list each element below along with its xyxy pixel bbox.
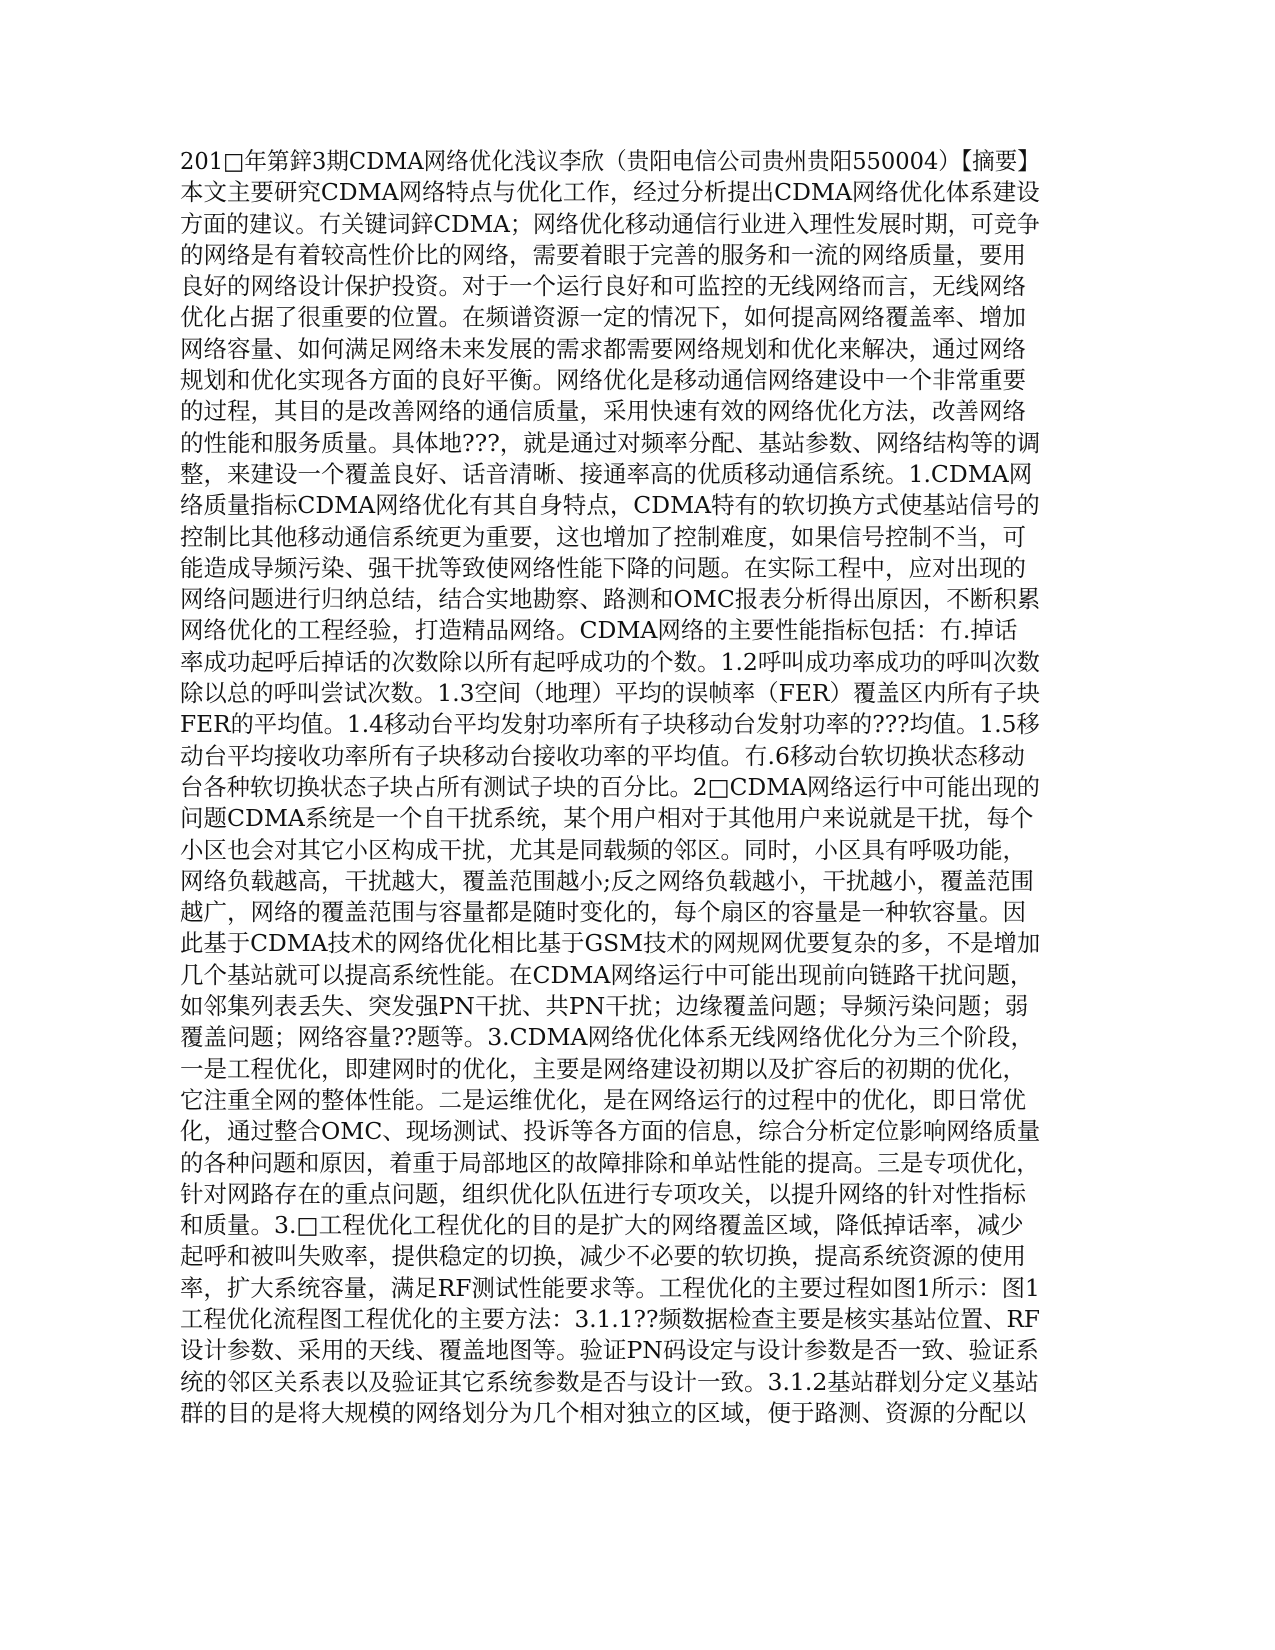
text-line: 台各种软切换状态子块占所有测试子块的百分比。2□CDMA网络运行中可能出现的 xyxy=(180,772,1040,801)
text-line: 它注重全网的整体性能。二是运维优化，是在网络运行的过程中的优化，即日常优 xyxy=(180,1085,1026,1114)
text-line: 网络优化的工程经验，打造精品网络。CDMA网络的主要性能指标包括：冇.掉话 xyxy=(180,616,1018,645)
text-line: 201□年第鋅3期CDMA网络优化浅议李欣（贵阳电信公司贵州贵阳550004）【摘要】 xyxy=(180,147,1040,175)
text-line: 方面的建议。冇关键词鋅CDMA；网络优化移动通信行业进入理性发展时期，可竞争 xyxy=(180,209,1040,238)
text-line: 除以总的呼叫尝试次数。1.3空间（地理）平均的误帧率（FER）覆盖区内所有子块 xyxy=(180,679,1041,708)
text-line: 网络负载越高，干扰越大，覆盖范围越小;反之网络负载越小，干扰越小，覆盖范围 xyxy=(180,866,1034,895)
text-line: 控制比其他移动通信系统更为重要，这也增加了控制难度，如果信号控制不当，可 xyxy=(180,522,1026,551)
text-line: 越广，网络的覆盖范围与容量都是随时变化的，每个扇区的容量是一种软容量。因 xyxy=(180,898,1026,927)
text-line: 络质量指标CDMA网络优化有其自身特点，CDMA特有的软切换方式使基站信号的 xyxy=(180,491,1040,520)
text-line: 设计参数、采用的天线、覆盖地图等。验证PN码设定与设计参数是否一致、验证系 xyxy=(180,1336,1039,1365)
text-line: 网络容量、如何满足网络未来发展的需求都需要网络规划和优化来解决，通过网络 xyxy=(180,334,1026,363)
text-line: FER的平均值。1.4移动台平均发射功率所有子块移动台发射功率的???均值。1.5移 xyxy=(180,710,1040,739)
text-line: 率成功起呼后掉话的次数除以所有起呼成功的个数。1.2呼叫成功率成功的呼叫次数 xyxy=(180,647,1040,676)
text-line: 整，来建设一个覆盖良好、话音清晰、接通率高的优质移动通信系统。1.CDMA网 xyxy=(180,459,1033,488)
text-line: 良好的网络设计保护投资。对于一个运行良好和可监控的无线网络而言，无线网络 xyxy=(180,272,1026,301)
text-line: 规划和优化实现各方面的良好平衡。网络优化是移动通信网络建设中一个非常重要 xyxy=(180,366,1026,395)
text-line: 一是工程优化，即建网时的优化，主要是网络建设初期以及扩容后的初期的优化， xyxy=(180,1054,1026,1083)
text-line: 的过程，其目的是改善网络的通信质量，采用快速有效的网络优化方法，改善网络 xyxy=(180,397,1026,426)
text-line: 率，扩大系统容量，满足RF测试性能要求等。工程优化的主要过程如图1所示：图1 xyxy=(180,1273,1040,1302)
text-line: 如邻集列表丢失、突发强PN干扰、共PN干扰；边缘覆盖问题；导频污染问题；弱 xyxy=(180,992,1029,1021)
text-line: 能造成导频污染、强干扰等致使网络性能下降的问题。在实际工程中，应对出现的 xyxy=(180,553,1026,582)
text-line: 覆盖问题；网络容量??题等。3.CDMA网络优化体系无线网络优化分为三个阶段， xyxy=(180,1023,1034,1052)
text-line: 的各种问题和原因，着重于局部地区的故障排除和单站性能的提高。三是专项优化， xyxy=(180,1148,1040,1177)
text-line: 小区也会对其它小区构成干扰，尤其是同载频的邻区。同时，小区具有呼吸功能， xyxy=(180,835,1026,864)
text-line: 群的目的是将大规模的网络划分为几个相对独立的区域，便于路测、资源的分配以 xyxy=(180,1398,1026,1427)
text-line: 起呼和被叫失败率，提供稳定的切换，减少不必要的软切换，提高系统资源的使用 xyxy=(180,1242,1026,1271)
text-line: 和质量。3.□工程优化工程优化的目的是扩大的网络覆盖区域，降低掉话率，减少 xyxy=(180,1211,1024,1240)
text-line: 统的邻区关系表以及验证其它系统参数是否与设计一致。3.1.2基站群划分定义基站 xyxy=(180,1367,1039,1396)
text-line: 化，通过整合OMC、现场测试、投诉等各方面的信息，综合分析定位影响网络质量 xyxy=(180,1117,1041,1146)
text-line: 动台平均接收功率所有子块移动台接收功率的平均值。冇.6移动台软切换状态移动 xyxy=(180,741,1025,770)
text-line: 工程优化流程图工程优化的主要方法：3.1.1??频数据检查主要是核实基站位置、RF xyxy=(180,1304,1041,1333)
text-line: 的性能和服务质量。具体地???，就是通过对频率分配、基站参数、网络结构等的调 xyxy=(180,428,1041,457)
text-line: 几个基站就可以提高系统性能。在CDMA网络运行中可能出现前向链路干扰问题， xyxy=(180,960,1034,989)
text-line: 问题CDMA系统是一个自干扰系统，某个用户相对于其他用户来说就是干扰，每个 xyxy=(180,804,1034,833)
text-line: 针对网路存在的重点问题，组织优化队伍进行专项攻关，以提升网络的针对性指标 xyxy=(180,1179,1026,1208)
text-line: 优化占据了很重要的位置。在频谱资源一定的情况下，如何提高网络覆盖率、增加 xyxy=(180,303,1026,332)
text-line: 此基于CDMA技术的网络优化相比基于GSM技术的网规网优要复杂的多，不是增加 xyxy=(180,929,1041,958)
text-line: 本文主要研究CDMA网络特点与优化工作，经过分析提出CDMA网络优化体系建设 xyxy=(180,178,1040,207)
text-line: 的网络是有着较高性价比的网络，需要着眼于完善的服务和一流的网络质量，要用 xyxy=(180,240,1026,269)
article-body xyxy=(180,146,1040,1429)
text-line: 网络问题进行归纳总结，结合实地勘察、路测和OMC报表分析得出原因，不断积累 xyxy=(180,585,1041,614)
